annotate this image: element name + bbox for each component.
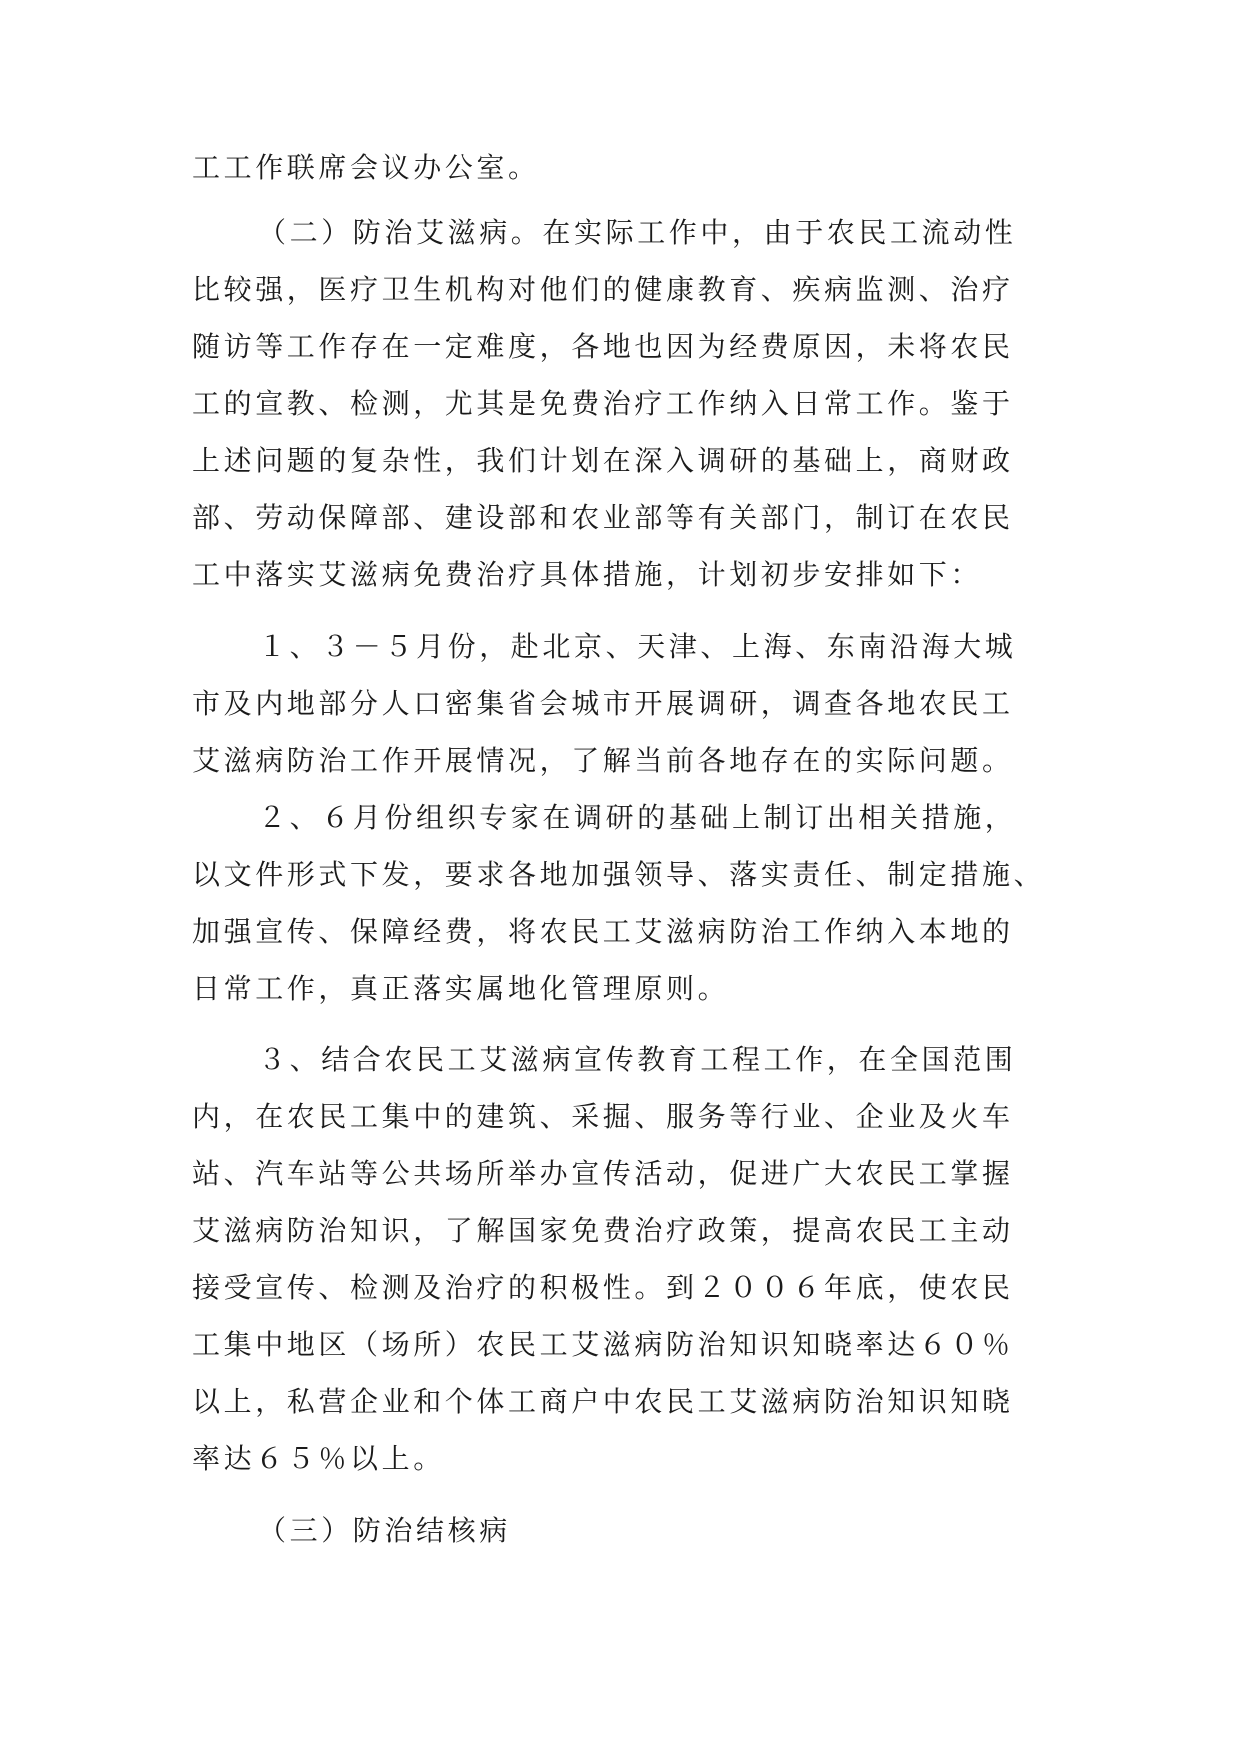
- text-line: 日常工作，真正落实属地化管理原则。: [192, 972, 730, 1005]
- text-line: 上述问题的复杂性，我们计划在深入调研的基础上，商财政: [192, 444, 1014, 477]
- list-item-3: ３、结合农民工艾滋病宣传教育工程工作，在全国范围: [258, 1043, 1017, 1076]
- text-line: 艾滋病防治知识，了解国家免费治疗政策，提高农民工主动: [192, 1214, 1014, 1247]
- text-line: 站、汽车站等公共场所举办宣传活动，促进广大农民工掌握: [192, 1157, 1014, 1190]
- text-line: 艾滋病防治工作开展情况，了解当前各地存在的实际问题。: [192, 744, 1014, 777]
- text-line: 工工作联席会议办公室。: [192, 151, 540, 184]
- list-item-1: １、３－５月份，赴北京、天津、上海、东南沿海大城: [258, 630, 1017, 663]
- paragraph-heading-aids: （二）防治艾滋病。在实际工作中，由于农民工流动性: [258, 216, 1017, 249]
- text-line: 随访等工作存在一定难度，各地也因为经费原因，未将农民: [192, 330, 1014, 363]
- text-line: 率达６５％以上。: [192, 1442, 445, 1475]
- text-line: 以上，私营企业和个体工商户中农民工艾滋病防治知识知晓: [192, 1385, 1014, 1418]
- text-line: 加强宣传、保障经费，将农民工艾滋病防治工作纳入本地的: [192, 915, 1014, 948]
- text-line: 比较强，医疗卫生机构对他们的健康教育、疾病监测、治疗: [192, 273, 1014, 306]
- text-line: 内，在农民工集中的建筑、采掘、服务等行业、企业及火车: [192, 1100, 1014, 1133]
- text-line: 工集中地区（场所）农民工艾滋病防治知识知晓率达６０％: [192, 1328, 1014, 1361]
- text-line: 市及内地部分人口密集省会城市开展调研，调查各地农民工: [192, 687, 1014, 720]
- text-line: 工的宣教、检测，尤其是免费治疗工作纳入日常工作。鉴于: [192, 387, 1014, 420]
- list-item-2: ２、６月份组织专家在调研的基础上制订出相关措施，: [258, 801, 1017, 834]
- text-line: 接受宣传、检测及治疗的积极性。到２００６年底，使农民: [192, 1271, 1014, 1304]
- text-line: 工中落实艾滋病免费治疗具体措施，计划初步安排如下：: [192, 558, 983, 591]
- section-heading-tuberculosis: （三）防治结核病: [258, 1514, 511, 1547]
- text-line: 部、劳动保障部、建设部和农业部等有关部门，制订在农民: [192, 501, 1014, 534]
- text-line: 以文件形式下发，要求各地加强领导、落实责任、制定措施、: [192, 858, 1046, 891]
